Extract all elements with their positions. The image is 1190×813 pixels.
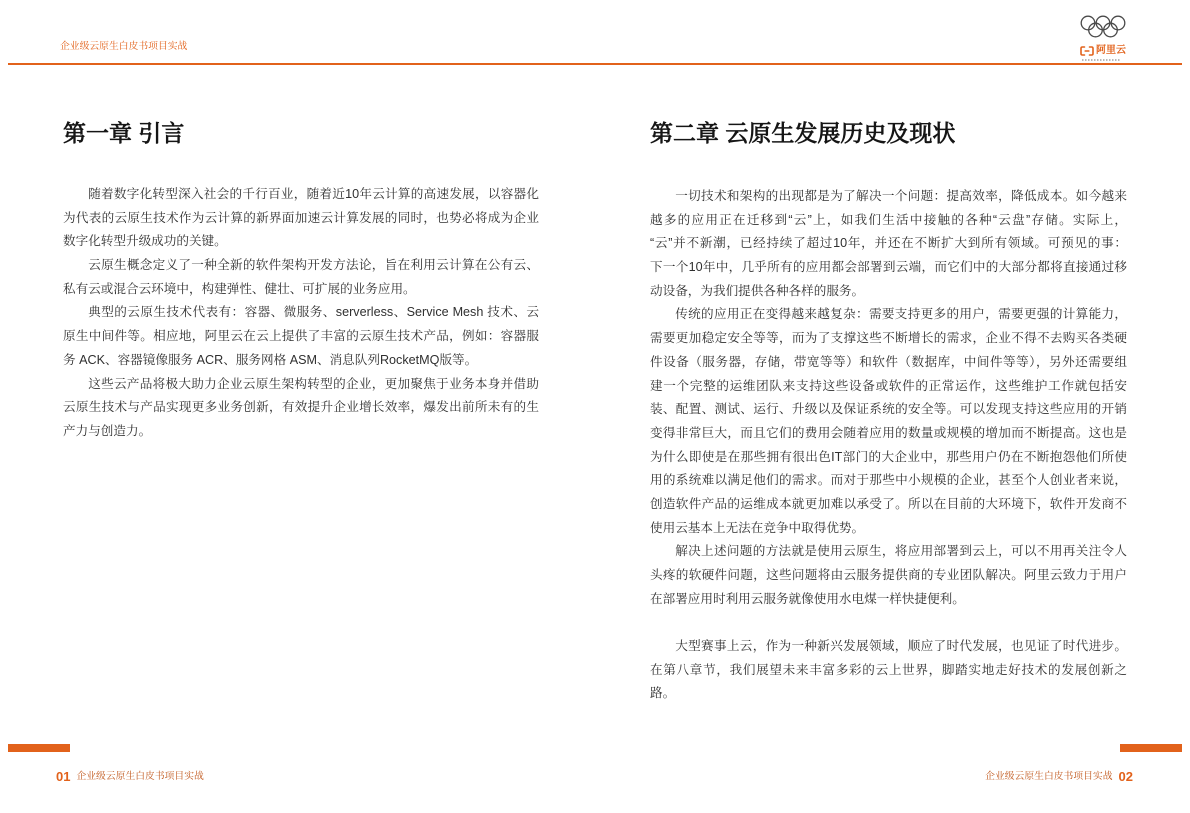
text-line: 云原生概念定义了一种全新的软件架构开发方法论，旨在利用云计算在公有云、 <box>88 258 539 273</box>
text-line: 私有云或混合云环境中，构建弹性、健壮、可扩展的业务应用。 <box>63 281 416 296</box>
paragraph <box>650 303 1127 540</box>
text-line: 在第八章节，我们展望未来丰富多彩的云上世界，脚踏实地走好技术的发展创新之 <box>650 662 1127 677</box>
footer-left <box>56 769 204 785</box>
text-line: 解决上述问题的方法就是使用云原生，将应用部署到云上，可以不用再关注令人 <box>675 544 1127 559</box>
text-line: 动设备，为我们提供各种各样的服务。 <box>650 283 865 298</box>
footer-right <box>985 769 1133 785</box>
alibaba-cloud-bracket-icon <box>1080 46 1094 56</box>
sponsor-logo <box>1076 13 1128 63</box>
text-line: 大型赛事上云，作为一种新兴发展领域，顺应了时代发展，也见证了时代进步。 <box>675 639 1127 654</box>
text-line: 原生中间件等。相应地，阿里云在云上提供了丰富的云原生技术产品，例如：容器服 <box>63 329 539 344</box>
page-number: 01 <box>56 769 71 784</box>
footer-accent-bar-right <box>1120 744 1182 752</box>
text-line: 用的系统难以满足他们的需求。而对于那些中小规模的企业，甚至个人创业者来说， <box>650 473 1127 488</box>
text-line: 典型的云原生技术代表有：容器、微服务、serverless、Service Mesh 技术、云 <box>88 305 539 320</box>
header-rule <box>8 63 1182 65</box>
text-line: 创造软件产品的运维成本就更加难以承受了。所以在目前的大环境下，软件开发商不 <box>650 496 1127 511</box>
chapter-title: 第二章 云原生发展历史及现状 <box>650 120 956 146</box>
text-line: 云原生技术与产品实现更多业务创新，有效提升企业增长效率，爆发出前所未有的生 <box>63 400 539 415</box>
text-line: 在部署应用时利用云服务就像使用水电煤一样快捷便利。 <box>650 591 965 606</box>
text-line: 传统的应用正在变得越来越复杂：需要支持更多的用户，需要更强的计算能力， <box>675 307 1127 322</box>
paragraph <box>650 185 1127 303</box>
paragraph <box>63 183 539 254</box>
text-line: 数字化转型升级成功的关键。 <box>63 234 227 249</box>
text-line: 随着数字化转型深入社会的千行百业，随着近10年云计算的高速发展，以容器化 <box>88 187 539 201</box>
paragraph <box>650 635 1127 706</box>
text-line: 装、配置、测试、运行、升级以及保证系统的安全等。可以发现支持这些应用的开销 <box>650 402 1127 417</box>
chapter-title: 第一章 引言 <box>63 120 185 146</box>
alibaba-cloud-brand <box>1080 44 1126 57</box>
olympic-rings-icon <box>1080 15 1126 39</box>
text-line: 路。 <box>650 686 676 701</box>
text-line: 需要更加稳定安全等等，而为了支撑这些不断增长的需求，企业不得不去购买各类硬 <box>650 331 1127 346</box>
paragraph <box>63 254 539 301</box>
paragraph <box>63 373 539 444</box>
text-line: 这些云产品将极大助力企业云原生架构转型的企业，更加聚焦于业务本身并借助 <box>88 376 539 391</box>
paragraph <box>650 540 1127 611</box>
footer-doc-title: 企业级云原生白皮书项目实战 <box>76 771 204 782</box>
logo-tagline-decoration <box>1082 59 1120 61</box>
text-line: 一切技术和架构的出现都是为了解决一个问题：提高效率，降低成本。如今越来 <box>675 189 1127 203</box>
text-line: 建一个完整的运维团队来支持这些设备或软件的正常运作，这些维护工作就包括安 <box>650 378 1127 393</box>
footer-doc-title: 企业级云原生白皮书项目实战 <box>985 771 1113 782</box>
text-line: 为代表的云原生技术作为云计算的新界面加速云计算发展的同时，也势必将成为企业 <box>63 210 539 225</box>
text-line: 使用云基本上无法在竞争中取得优势。 <box>650 520 865 535</box>
text-line: 下一个10年中，几乎所有的应用都会部署到云端，而它们中的大部分都将直接通过移 <box>650 260 1127 275</box>
text-line: 产力与创造力。 <box>63 423 152 438</box>
text-line: 变得非常巨大，而且它们的费用会随着应用的数量或规模的增加而不断提高。这也是 <box>650 425 1127 440</box>
text-line: 头疼的软硬件问题，这些问题将由云服务提供商的专业团队解决。阿里云致力于用户 <box>650 568 1127 582</box>
paragraph-spacer <box>650 611 1127 635</box>
alibaba-cloud-wordmark: 阿里云 <box>1096 45 1126 56</box>
left-page-body <box>63 183 539 444</box>
text-line: “云”并不新潮，已经持续了超过10年，并还在不断扩大到所有领域。可预见的事： <box>650 236 1127 251</box>
paragraph <box>63 301 539 372</box>
text-line: 越多的应用正在迁移到“云”上，如我们生活中接触的各种“云盘”存储。实际上， <box>650 212 1127 227</box>
page-number: 02 <box>1118 769 1133 784</box>
running-header-title: 企业级云原生白皮书项目实战 <box>60 41 188 52</box>
text-line: 件设备（服务器，存储，带宽等等）和软件（数据库，中间件等等），另外还需要组 <box>650 354 1127 369</box>
right-page-body <box>650 185 1127 706</box>
text-line: 务 ACK、容器镜像服务 ACR、服务网格 ASM、消息队列RocketMQ版等。 <box>63 352 478 367</box>
footer-accent-bar-left <box>8 744 70 752</box>
text-line: 为什么即使是在那些拥有很出色IT部门的大企业中，那些用户仍在不断抱怨他们所使 <box>650 449 1127 464</box>
